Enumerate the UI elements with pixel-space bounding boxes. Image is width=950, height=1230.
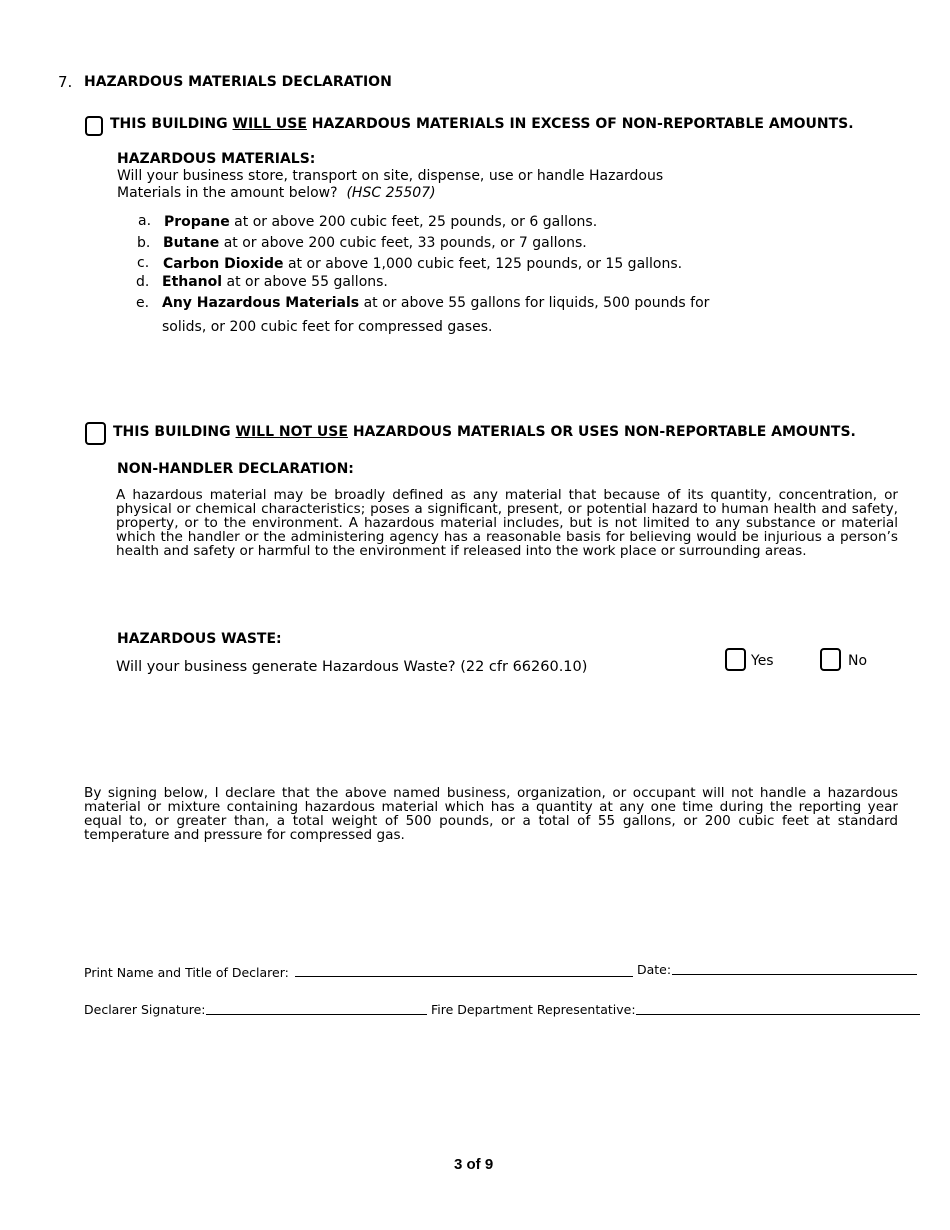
date-label: Date: (637, 962, 672, 977)
will-use-emphasis: WILL USE (232, 116, 307, 132)
list-item (162, 274, 388, 290)
list-item-name: Ethanol (162, 274, 223, 290)
declarer-name-label: Print Name and Title of Declarer: (84, 965, 289, 980)
list-item-marker: c. (137, 255, 150, 271)
waste-yes-checkbox[interactable] (725, 648, 746, 671)
declarer-name-field[interactable] (295, 964, 633, 977)
list-item-marker: e. (136, 295, 150, 311)
list-item-continuation: solids, or 200 cubic feet for compressed gases. (162, 319, 493, 335)
list-item-marker: d. (136, 274, 150, 290)
list-item (163, 235, 587, 251)
will-not-use-checkbox[interactable] (85, 422, 106, 445)
section-title: HAZARDOUS MATERIALS DECLARATION (84, 74, 392, 90)
list-item-name: Propane (164, 214, 230, 230)
will-use-prefix: THIS BUILDING (110, 116, 233, 132)
declarer-signature-field[interactable] (206, 1002, 427, 1015)
will-not-use-statement (113, 424, 856, 440)
question-line2-text: Materials in the amount below? (117, 185, 338, 201)
waste-no-label: No (848, 653, 868, 669)
hazardous-materials-question-line2 (117, 185, 436, 201)
fire-department-representative-label: Fire Department Representative: (431, 1002, 636, 1017)
list-item-name: Carbon Dioxide (163, 256, 284, 272)
declarer-signature-label: Declarer Signature: (84, 1002, 206, 1017)
will-use-statement (110, 116, 854, 132)
non-handler-paragraph: A hazardous material may be broadly defined as any material that because of its quantity, concentration, or physical or chemical characteristics; poses a significant, present, or potential hazard to human health and safety, property, or to the environment. A hazardous material includes, but is not limited to any substance or material which the handler or the administering agency has a reasonable basis for believing would be injurious a person’s health and safety or harmful to the environment if released into the work place or surrounding areas. (116, 487, 898, 559)
list-item-marker: a. (138, 213, 152, 229)
list-item (164, 214, 597, 230)
hazardous-waste-question: Will your business generate Hazardous Waste? (22 cfr 66260.10) (116, 659, 588, 675)
list-item-text: at or above 200 cubic feet, 25 pounds, or 6 gallons. (229, 214, 598, 230)
question-reference: (HSC 25507) (346, 185, 436, 201)
date-field[interactable] (672, 962, 917, 975)
non-handler-heading: NON-HANDLER DECLARATION: (117, 461, 354, 477)
hazardous-materials-heading: HAZARDOUS MATERIALS: (117, 151, 316, 167)
list-item-marker: b. (137, 235, 151, 251)
declaration-paragraph: By signing below, I declare that the above named business, organization, or occupant will not handle a hazardous material or mixture containing hazardous material which has a quantity at any one time during the reporting year equal to, or greater than, a total weight of 500 pounds, or a total of 55 gallons, or 200 cubic feet at standard temperature and pressure for compressed gas. (84, 785, 898, 843)
list-item-text: at or above 55 gallons for liquids, 500 pounds for (359, 295, 710, 311)
hazardous-materials-question-line1: Will your business store, transport on site, dispense, use or handle Hazardous (117, 168, 664, 184)
waste-no-checkbox[interactable] (820, 648, 841, 671)
waste-yes-label: Yes (751, 653, 774, 669)
list-item-text: at or above 1,000 cubic feet, 125 pounds, or 15 gallons. (283, 256, 683, 272)
fire-department-representative-field[interactable] (636, 1002, 920, 1015)
list-item (162, 295, 709, 311)
hazardous-waste-heading: HAZARDOUS WASTE: (117, 631, 282, 647)
list-item-name: Any Hazardous Materials (162, 295, 360, 311)
section-number: 7. (58, 73, 73, 91)
list-item-text: at or above 55 gallons. (222, 274, 388, 290)
will-use-suffix: HAZARDOUS MATERIALS IN EXCESS OF NON-REPORTABLE AMOUNTS. (306, 116, 854, 132)
will-not-use-prefix: THIS BUILDING (113, 424, 236, 440)
will-use-checkbox[interactable] (85, 116, 103, 136)
will-not-use-suffix: HAZARDOUS MATERIALS OR USES NON-REPORTABLE AMOUNTS. (347, 424, 856, 440)
list-item-text: at or above 200 cubic feet, 33 pounds, or 7 gallons. (219, 235, 587, 251)
list-item-name: Butane (163, 235, 220, 251)
will-not-use-emphasis: WILL NOT USE (235, 424, 348, 440)
page-number: 3 of 9 (454, 1156, 494, 1173)
list-item (163, 256, 682, 272)
